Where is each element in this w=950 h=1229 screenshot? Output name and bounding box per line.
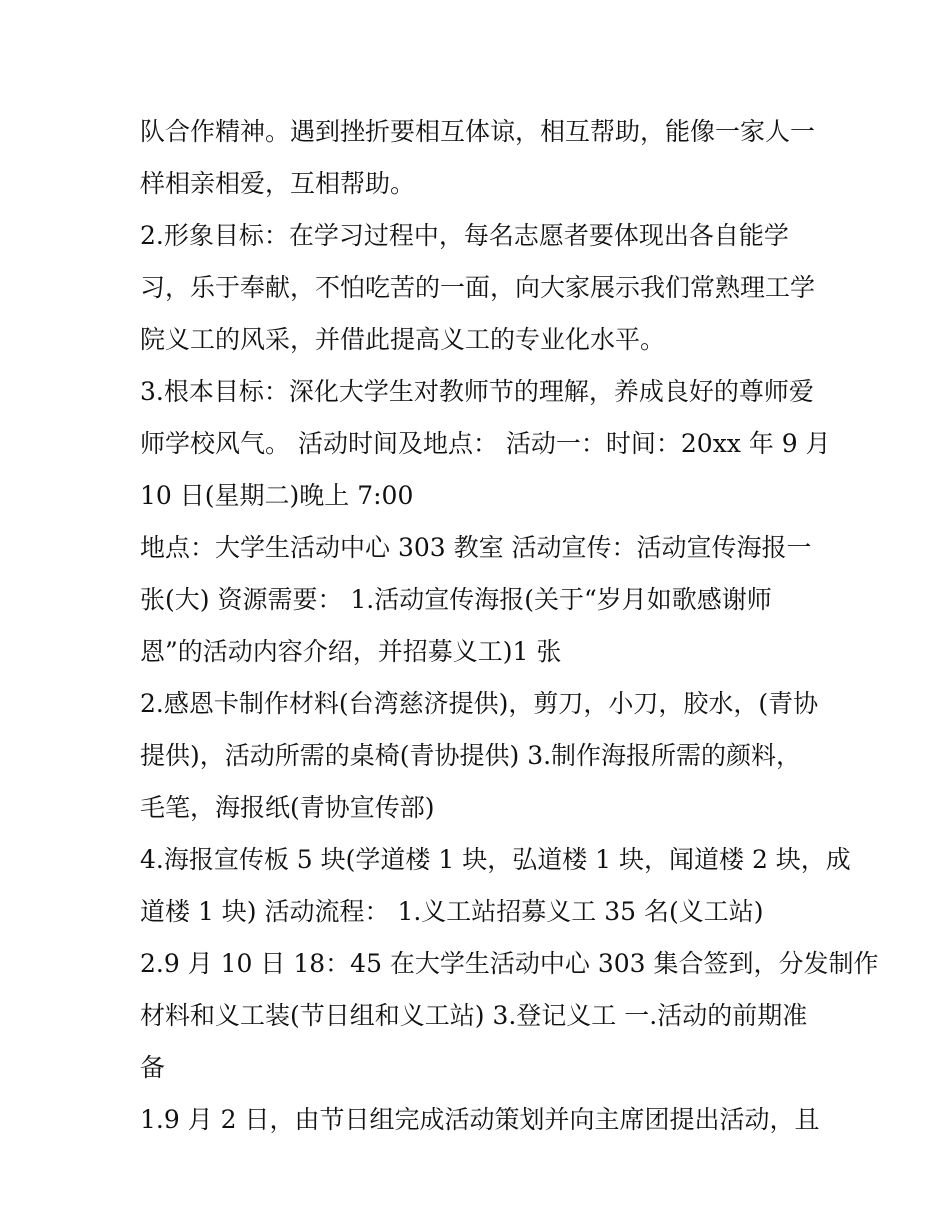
text-line: 2.感恩卡制作材料(台湾慈济提供)，剪刀，小刀，胶水，(青协 [140,689,819,718]
document-body [140,106,879,1146]
text-line: 4.海报宣传板 5 块(学道楼 1 块，弘道楼 1 块，闻道楼 2 块，成 [140,845,851,874]
text-line: 2.形象目标：在学习过程中，每名志愿者要体现出各自能学 [140,221,789,250]
text-line: 张(大) 资源需要： 1.活动宣传海报(关于“岁月如歌感谢师 [140,585,772,614]
text-line: 备 [140,1053,166,1082]
text-line: 样相亲相爱，互相帮助。 [140,169,416,198]
text-line: 材料和义工装(节日组和义工站) 3.登记义工 一.活动的前期准 [140,1001,808,1030]
text-line: 恩”的活动内容介绍，并招募义工)1 张 [140,637,562,666]
text-line: 10 日(星期二)晚上 7:00 [140,481,414,510]
text-line: 道楼 1 块) 活动流程： 1.义工站招募义工 35 名(义工站) [140,897,764,926]
text-line: 2.9 月 10 日 18：45 在大学生活动中心 303 集合签到，分发制作 [140,949,879,978]
text-line: 提供)，活动所需的桌椅(青协提供) 3.制作海报所需的颜料， [140,741,802,770]
text-line: 地点：大学生活动中心 303 教室 活动宣传：活动宣传海报一 [140,533,812,562]
text-line: 队合作精神。遇到挫折要相互体谅，相互帮助，能像一家人一 [140,117,816,146]
text-line: 习，乐于奉献，不怕吃苦的一面，向大家展示我们常熟理工学 [140,273,816,302]
text-line: 1.9 月 2 日，由节日组完成活动策划并向主席团提出活动，且 [140,1105,820,1134]
text-line: 师学校风气。 活动时间及地点： 活动一：时间：20xx 年 9 月 [140,429,831,458]
text-line: 3.根本目标：深化大学生对教师节的理解，养成良好的尊师爱 [140,377,814,406]
text-line: 院义工的风采，并借此提高义工的专业化水平。 [140,325,666,354]
text-line: 毛笔，海报纸(青协宣传部) [140,793,435,822]
